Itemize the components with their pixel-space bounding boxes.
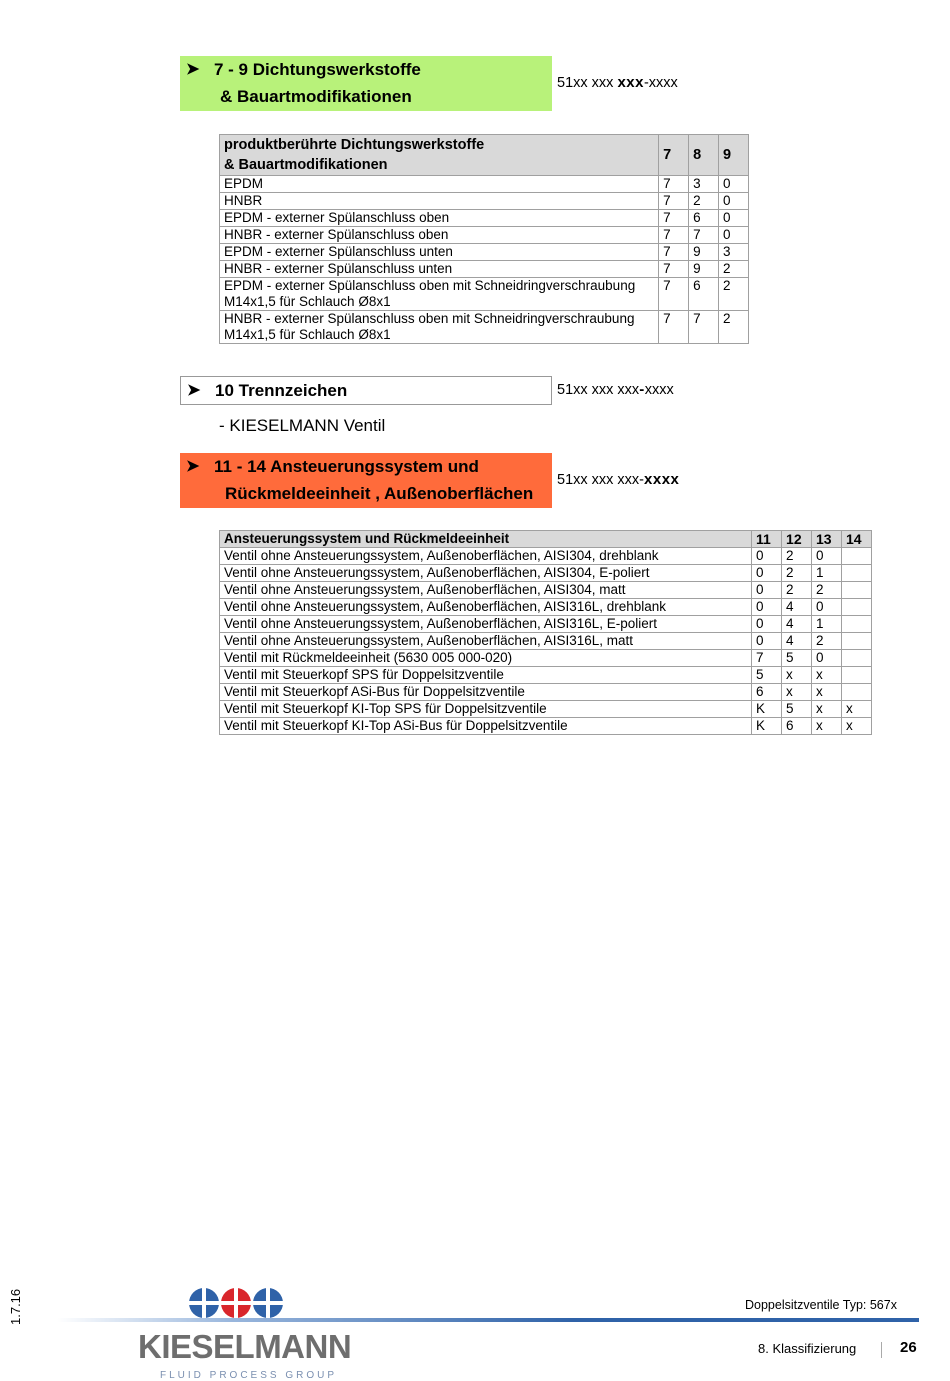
row-label: HNBR - externer Spülanschluss unten [220, 261, 659, 278]
table-header-row [220, 135, 749, 176]
row-label: HNBR - externer Spülanschluss oben [220, 227, 659, 244]
code-cell: 4 [782, 599, 812, 616]
code-cell: 6 [689, 278, 719, 311]
document-title: Doppelsitzventile Typ: 567x [745, 1298, 897, 1312]
code-cell: 5 [752, 667, 782, 684]
code-cell [842, 650, 872, 667]
row-label: Ventil mit Steuerkopf KI-Top ASi-Bus für Doppelsitzventile [220, 718, 752, 735]
code-cell: 6 [752, 684, 782, 701]
code-cell: K [752, 701, 782, 718]
brand-name: KIESELMANN [138, 1328, 352, 1365]
chapter-label: 8. Klassifizierung [758, 1341, 857, 1356]
code-cell: x [782, 684, 812, 701]
row-label: Ventil mit Rückmeldeeinheit (5630 005 000-020) [220, 650, 752, 667]
section-title-line1: 7 - 9 Dichtungswerkstoffe [214, 59, 421, 79]
code-cell: 6 [689, 210, 719, 227]
section-title-line2: & Bauartmodifikationen [220, 87, 412, 106]
code-cell: 7 [659, 176, 689, 193]
logo-circle-middle [221, 1288, 251, 1318]
code-cell: 7 [659, 278, 689, 311]
code-cell: 1 [812, 616, 842, 633]
table-header-label: produktberührte Dichtungswerkstoffe & Bauartmodifikationen [220, 135, 659, 176]
row-label: Ventil ohne Ansteuerungssystem, Außenoberflächen, AISI304, E-poliert [220, 565, 752, 582]
code-cell: 7 [689, 311, 719, 344]
code-cell: 2 [719, 311, 749, 344]
code-cell: 0 [752, 565, 782, 582]
table-header-col: 12 [782, 531, 812, 548]
section-header-separator [180, 376, 552, 405]
code-cell: 3 [719, 244, 749, 261]
code-cell: 0 [719, 227, 749, 244]
code-cell [842, 599, 872, 616]
code-cell: 7 [659, 244, 689, 261]
order-code-seals: 51xx xxx xxx-xxxx [557, 74, 678, 91]
code-cell: 9 [689, 261, 719, 278]
code-cell: 4 [782, 633, 812, 650]
section-title: 10 Trennzeichen [215, 380, 348, 400]
code-cell: 5 [782, 701, 812, 718]
order-code-separator: 51xx xxx xxx-xxxx [557, 381, 674, 398]
table-row [220, 650, 872, 667]
code-cell: 2 [782, 565, 812, 582]
table-header-col: 8 [689, 135, 719, 176]
code-cell: x [812, 718, 842, 735]
row-label: Ventil mit Steuerkopf ASi-Bus für Doppelsitzventile [220, 684, 752, 701]
code-cell: 7 [689, 227, 719, 244]
table-header-col: 11 [752, 531, 782, 548]
row-label: EPDM - externer Spülanschluss oben mit Schneidringverschraubung M14x1,5 für Schlauch Ø8x1 [220, 278, 659, 311]
separator-note: - KIESELMANN Ventil [219, 416, 386, 435]
row-label: Ventil ohne Ansteuerungssystem, Außenoberflächen, AISI316L, drehblank [220, 599, 752, 616]
code-cell: 0 [812, 599, 842, 616]
table-row [220, 261, 749, 278]
table-row [220, 278, 749, 311]
code-cell: x [812, 684, 842, 701]
code-cell: x [842, 701, 872, 718]
table-row [220, 176, 749, 193]
row-label: Ventil ohne Ansteuerungssystem, Außenoberflächen, AISI316L, matt [220, 633, 752, 650]
code-cell: 0 [719, 176, 749, 193]
code-cell: 7 [659, 193, 689, 210]
table-row [220, 210, 749, 227]
control-table [219, 530, 872, 735]
code-cell: 0 [752, 633, 782, 650]
table-row [220, 193, 749, 210]
logo-circle-left [189, 1288, 219, 1318]
code-cell: 7 [659, 227, 689, 244]
table-row [220, 227, 749, 244]
table-header-col: 9 [719, 135, 749, 176]
code-cell [842, 684, 872, 701]
code-cell: 4 [782, 616, 812, 633]
code-cell: x [782, 667, 812, 684]
date-stamp: 1.7.16 [8, 1288, 23, 1325]
logo-circle-right [253, 1288, 283, 1318]
table-row [220, 718, 872, 735]
code-cell: 0 [812, 650, 842, 667]
table-row [220, 633, 872, 650]
table-header-row [220, 531, 872, 548]
table-header-col: 7 [659, 135, 689, 176]
code-cell: 0 [719, 210, 749, 227]
code-cell: 7 [659, 311, 689, 344]
row-label: Ventil ohne Ansteuerungssystem, Außenoberflächen, AISI304, matt [220, 582, 752, 599]
table-header-col: 13 [812, 531, 842, 548]
code-cell: 9 [689, 244, 719, 261]
table-row [220, 311, 749, 344]
code-cell: 7 [752, 650, 782, 667]
order-code-control: 51xx xxx xxx-xxxx [557, 471, 680, 488]
code-cell: 0 [752, 548, 782, 565]
code-cell: 3 [689, 176, 719, 193]
row-label: EPDM [220, 176, 659, 193]
table-row [220, 701, 872, 718]
page-number: 26 [900, 1339, 917, 1356]
company-logo-icon [186, 1286, 286, 1320]
code-cell: 7 [659, 261, 689, 278]
code-cell: 2 [719, 278, 749, 311]
code-cell [842, 582, 872, 599]
row-label: HNBR [220, 193, 659, 210]
code-cell: 5 [782, 650, 812, 667]
arrow-right-icon: ➤ [187, 381, 201, 399]
code-cell [842, 548, 872, 565]
brand-subtitle: FLUID PROCESS GROUP [160, 1370, 338, 1381]
code-cell [842, 633, 872, 650]
arrow-right-icon: ➤ [186, 457, 200, 475]
table-row [220, 667, 872, 684]
code-cell: 2 [812, 582, 842, 599]
table-header-label: Ansteuerungssystem und Rückmeldeeinheit [220, 531, 752, 548]
row-label: Ventil mit Steuerkopf KI-Top SPS für Doppelsitzventile [220, 701, 752, 718]
table-row [220, 244, 749, 261]
footer-divider [881, 1342, 882, 1358]
code-cell [842, 667, 872, 684]
code-cell: 6 [782, 718, 812, 735]
code-cell: 2 [782, 582, 812, 599]
table-row [220, 616, 872, 633]
code-cell: K [752, 718, 782, 735]
code-cell: 2 [782, 548, 812, 565]
row-label: HNBR - externer Spülanschluss oben mit Schneidringverschraubung M14x1,5 für Schlauch Ø8x1 [220, 311, 659, 344]
row-label: Ventil ohne Ansteuerungssystem, Außenoberflächen, AISI316L, E-poliert [220, 616, 752, 633]
section-header-seals [180, 56, 552, 111]
code-cell: 1 [812, 565, 842, 582]
table-row [220, 599, 872, 616]
code-cell: 0 [812, 548, 842, 565]
table-header-col: 14 [842, 531, 872, 548]
table-row [220, 582, 872, 599]
table-row [220, 548, 872, 565]
code-cell [842, 565, 872, 582]
code-cell: 7 [659, 210, 689, 227]
code-cell: 2 [812, 633, 842, 650]
row-label: EPDM - externer Spülanschluss unten [220, 244, 659, 261]
code-cell: 0 [752, 599, 782, 616]
arrow-right-icon: ➤ [186, 60, 200, 78]
code-cell: 2 [689, 193, 719, 210]
code-cell: 0 [752, 616, 782, 633]
row-label: Ventil mit Steuerkopf SPS für Doppelsitzventile [220, 667, 752, 684]
row-label: Ventil ohne Ansteuerungssystem, Außenoberflächen, AISI304, drehblank [220, 548, 752, 565]
code-cell: 0 [719, 193, 749, 210]
code-cell [842, 616, 872, 633]
table-row [220, 565, 872, 582]
code-cell: x [842, 718, 872, 735]
table-row [220, 684, 872, 701]
code-cell: x [812, 667, 842, 684]
section-title-line2: Rückmeldeeinheit , Außenoberflächen [225, 484, 534, 503]
section-title-line1: 11 - 14 Ansteuerungssystem und [214, 456, 479, 476]
code-cell: 2 [719, 261, 749, 278]
seals-table [219, 134, 749, 344]
row-label: EPDM - externer Spülanschluss oben [220, 210, 659, 227]
code-cell: 0 [752, 582, 782, 599]
code-cell: x [812, 701, 842, 718]
section-header-control [180, 453, 552, 508]
